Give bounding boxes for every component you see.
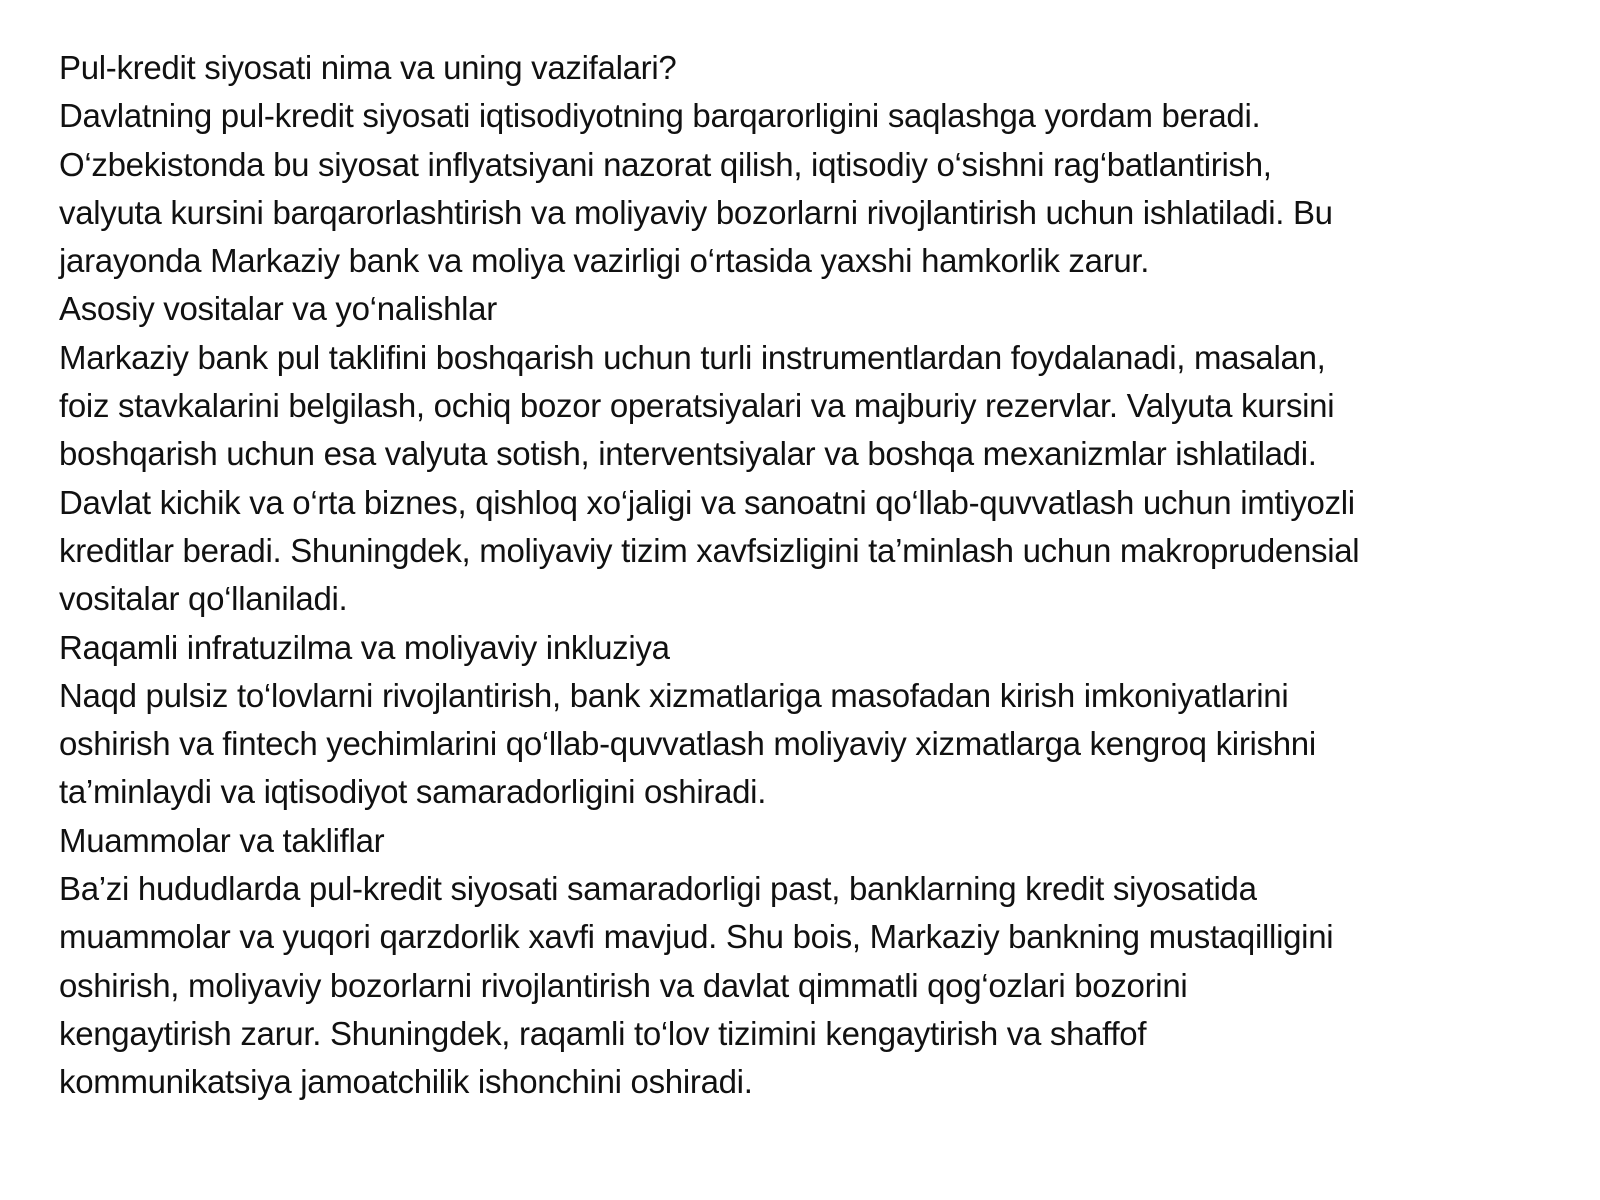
paragraph-line: vositalar qo‘llaniladi. [59, 580, 348, 618]
paragraph-line: ta’minlaydi va iqtisodiyot samaradorligini oshiradi. [59, 773, 767, 811]
section-heading: Asosiy vositalar va yo‘nalishlar [59, 290, 497, 328]
section-main-tools [59, 285, 1559, 623]
paragraph-line: Davlatning pul-kredit siyosati iqtisodiyotning barqarorligini saqlashga yordam beradi. [59, 97, 1261, 135]
paragraph-line: kreditlar beradi. Shuningdek, moliyaviy tizim xavfsizligini ta’minlash uchun makroprudensial [59, 531, 1360, 569]
section-heading: Muammolar va takliflar [59, 821, 385, 859]
section-heading: Raqamli infratuzilma va moliyaviy inkluziya [59, 628, 670, 666]
paragraph-line: Davlat kichik va o‘rta biznes, qishloq xo‘jaligi va sanoatni qo‘llab-quvvatlash uchun imtiyozli [59, 483, 1355, 521]
paragraph-line: foiz stavkalarini belgilash, ochiq bozor operatsiyalari va majburiy rezervlar. Valyuta kursini [59, 387, 1335, 425]
section-monetary-policy [59, 44, 1559, 285]
paragraph-line: oshirish, moliyaviy bozorlarni rivojlantirish va davlat qimmatli qog‘ozlari bozorini [59, 966, 1188, 1004]
paragraph-line: Markaziy bank pul taklifini boshqarish uchun turli instrumentlardan foydalanadi, masalan, [59, 338, 1326, 376]
document-body [59, 44, 1559, 1107]
paragraph-line: oshirish va fintech yechimlarini qo‘llab-quvvatlash moliyaviy xizmatlarga kengroq kirishni [59, 725, 1316, 763]
paragraph-line: kengaytirish zarur. Shuningdek, raqamli to‘lov tizimini kengaytirish va shaffof [59, 1014, 1147, 1052]
paragraph-line: muammolar va yuqori qarzdorlik xavfi mavjud. Shu bois, Markaziy bankning mustaqilligini [59, 918, 1334, 956]
section-digital-infrastructure [59, 624, 1559, 817]
paragraph-line: boshqarish uchun esa valyuta sotish, interventsiyalar va boshqa mexanizmlar ishlatiladi. [59, 435, 1317, 473]
paragraph-line: jarayonda Markaziy bank va moliya vazirligi o‘rtasida yaxshi hamkorlik zarur. [59, 242, 1150, 280]
paragraph-line: O‘zbekistonda bu siyosat inflyatsiyani nazorat qilish, iqtisodiy o‘sishni rag‘batlantirish, [59, 145, 1272, 183]
paragraph-line: valyuta kursini barqarorlashtirish va moliyaviy bozorlarni rivojlantirish uchun ishlatiladi. Bu [59, 193, 1333, 231]
paragraph-line: Naqd pulsiz to‘lovlarni rivojlantirish, bank xizmatlariga masofadan kirish imkoniyatlarini [59, 676, 1289, 714]
section-heading: Pul-kredit siyosati nima va uning vazifalari? [59, 49, 677, 86]
paragraph-line: kommunikatsiya jamoatchilik ishonchini oshiradi. [59, 1063, 753, 1101]
paragraph-line: Ba’zi hududlarda pul-kredit siyosati samaradorligi past, banklarning kredit siyosatida [59, 870, 1257, 908]
section-problems-proposals [59, 817, 1559, 1107]
